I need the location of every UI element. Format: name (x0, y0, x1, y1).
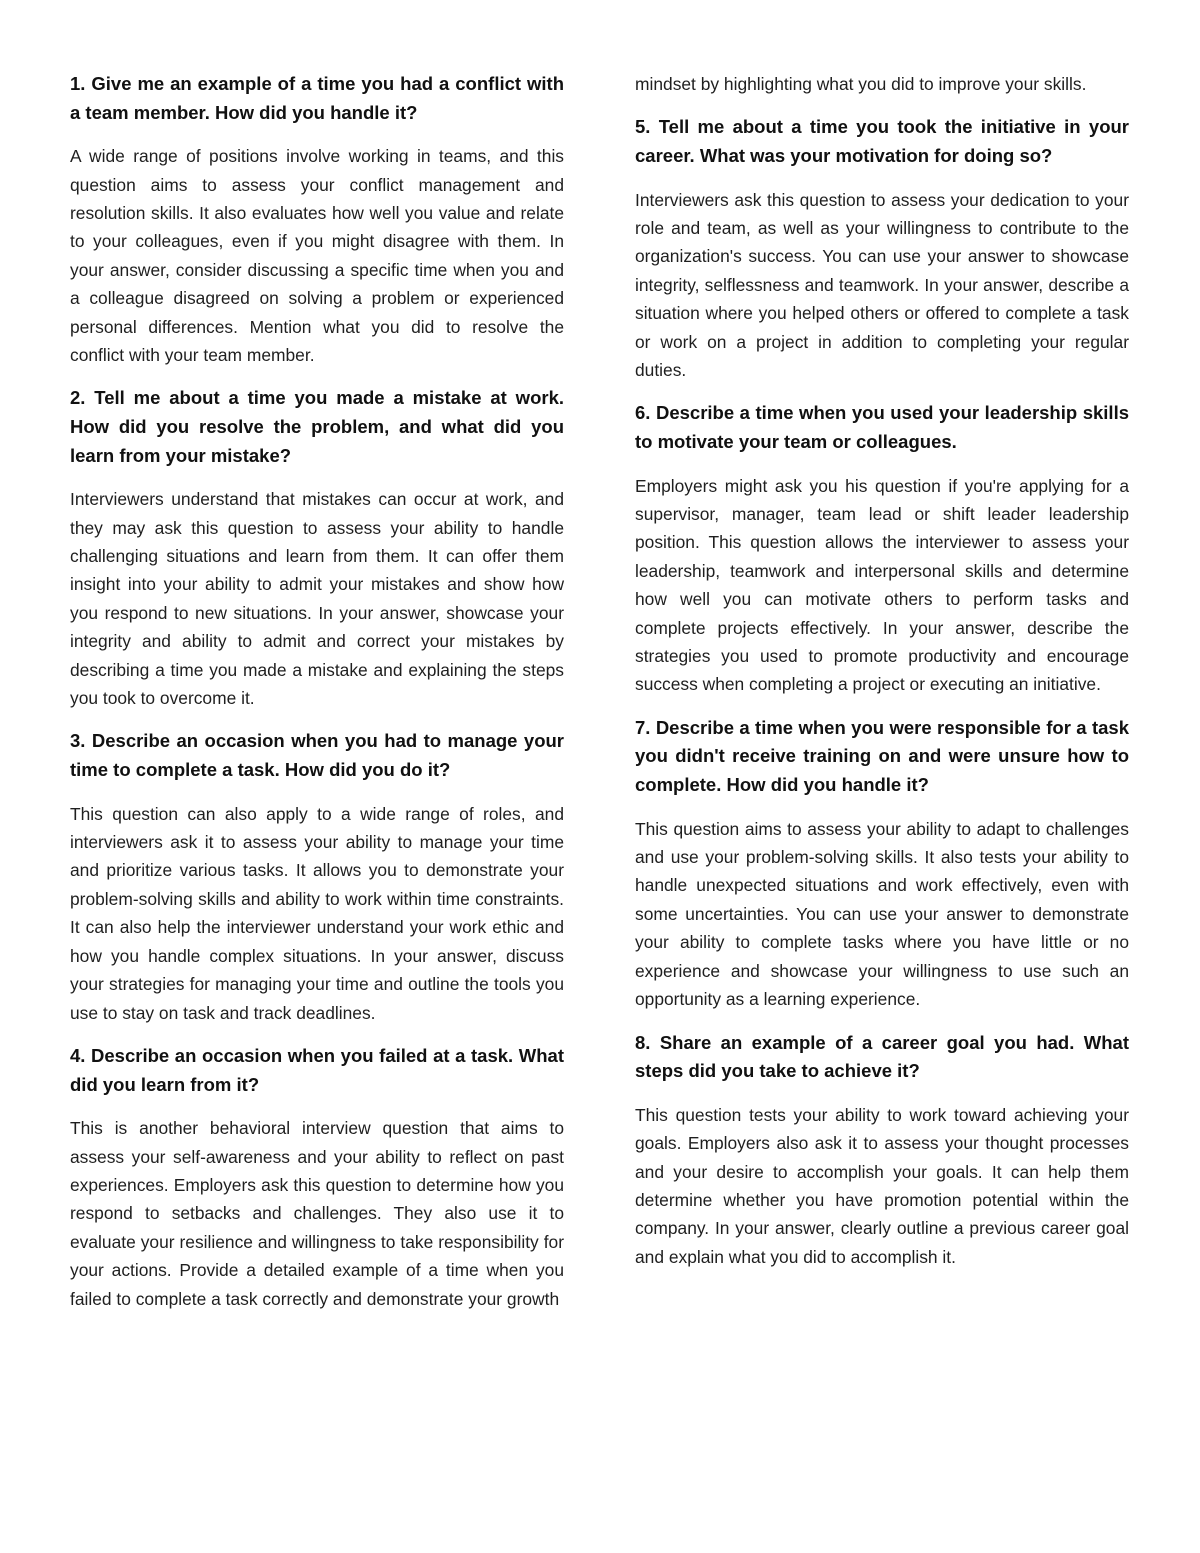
answer-2: Interviewers understand that mistakes can occur at work, and they may ask this question to assess your ability to handle challenging situations and learn from them. It can offer them insight into your ability to admit your mistakes and show how you respond to new situations. In your answer, showcase your integrity and ability to admit and correct your mistakes by describing a time you made a mistake and explaining the steps you took to overcome it. (70, 489, 564, 709)
answer-3: This question can also apply to a wide range of roles, and interviewers ask it to assess your ability to manage your time and prioritize various tasks. It allows you to demonstrate your problem-solving skills and ability to work within time constraints. It can also help the interviewer understand your work ethic and how you handle complex situations. In your answer, discuss your strategies for managing your time and outline the tools you use to stay on task and track deadlines. (70, 803, 564, 1023)
question-1: 1. Give me an example of a time you had a conflict with a team member. How did you handle it? (70, 73, 564, 123)
answer-8: This question tests your ability to work toward achieving your goals. Employers also ask it to assess your thought processes and your desire to accomplish your goals. It can help them determine whether you have promotion potential within the company. In your answer, clearly outline a previous career goal and explain what you did to accomplish it. (635, 1104, 1129, 1267)
question-7: 7. Describe a time when you were responsible for a task you didn't receive training on and were unsure how to complete. How did you handle it? (635, 716, 1129, 796)
answer-6: Employers might ask you his question if you're applying for a supervisor, manager, team lead or shift leader leadership position. This question allows the interviewer to assess your leadership, teamwork and interpersonal skills and determine how well you can motivate others to perform tasks and complete projects effectively. In your answer, describe the strategies you used to promote productivity and encourage success when completing a project or executing an initiative. (635, 475, 1129, 695)
question-3: 3. Describe an occasion when you had to manage your time to complete a task. How did you do it? (70, 730, 564, 781)
left-column (70, 70, 564, 1328)
question-4: 4. Describe an occasion when you failed at a task. What did you learn from it? (70, 1044, 564, 1095)
answer-4-continued: mindset by highlighting what you did to improve your skills. (635, 74, 1087, 94)
question-2: 2. Tell me about a time you made a mistake at work. How did you resolve the problem, and what did you learn from your mistake? (70, 387, 564, 466)
right-column (635, 70, 1129, 1286)
answer-1: A wide range of positions involve working in teams, and this question aims to assess your conflict management and resolution skills. It also evaluates how well you value and relate to your colleagues, even if you might disagree with them. In your answer, consider discussing a specific time when you and a colleague disagreed on solving a problem or experienced personal differences. Mention what you did to resolve the conflict with your team member. (70, 146, 564, 366)
answer-4: This is another behavioral interview question that aims to assess your self-awareness and your ability to reflect on past experiences. Employers ask this question to determine how you respond to setbacks and challenges. They also use it to evaluate your resilience and willingness to take responsibility for your actions. Provide a detailed example of a time when you failed to complete a task correctly and demonstrate your growth (70, 1118, 564, 1309)
question-5: 5. Tell me about a time you took the initiative in your career. What was your motivation for doing so? (635, 116, 1129, 166)
question-8: 8. Share an example of a career goal you had. What steps did you take to achieve it? (635, 1031, 1129, 1082)
answer-5: Interviewers ask this question to assess your dedication to your role and team, as well as your willingness to contribute to the organization's success. You can use your answer to showcase integrity, selflessness and teamwork. In your answer, describe a situation where you helped others or offered to complete a task or work on a project in addition to completing your regular duties. (635, 189, 1129, 381)
question-6: 6. Describe a time when you used your leadership skills to motivate your team or colleagues. (635, 402, 1129, 453)
answer-7: This question aims to assess your ability to adapt to challenges and use your problem-solving skills. It also tests your ability to handle unexpected situations and work effectively, even with some uncertainties. You can use your answer to demonstrate your ability to complete tasks where you have little or no experience and showcase your willingness to use such an opportunity as a learning experience. (635, 818, 1129, 1010)
